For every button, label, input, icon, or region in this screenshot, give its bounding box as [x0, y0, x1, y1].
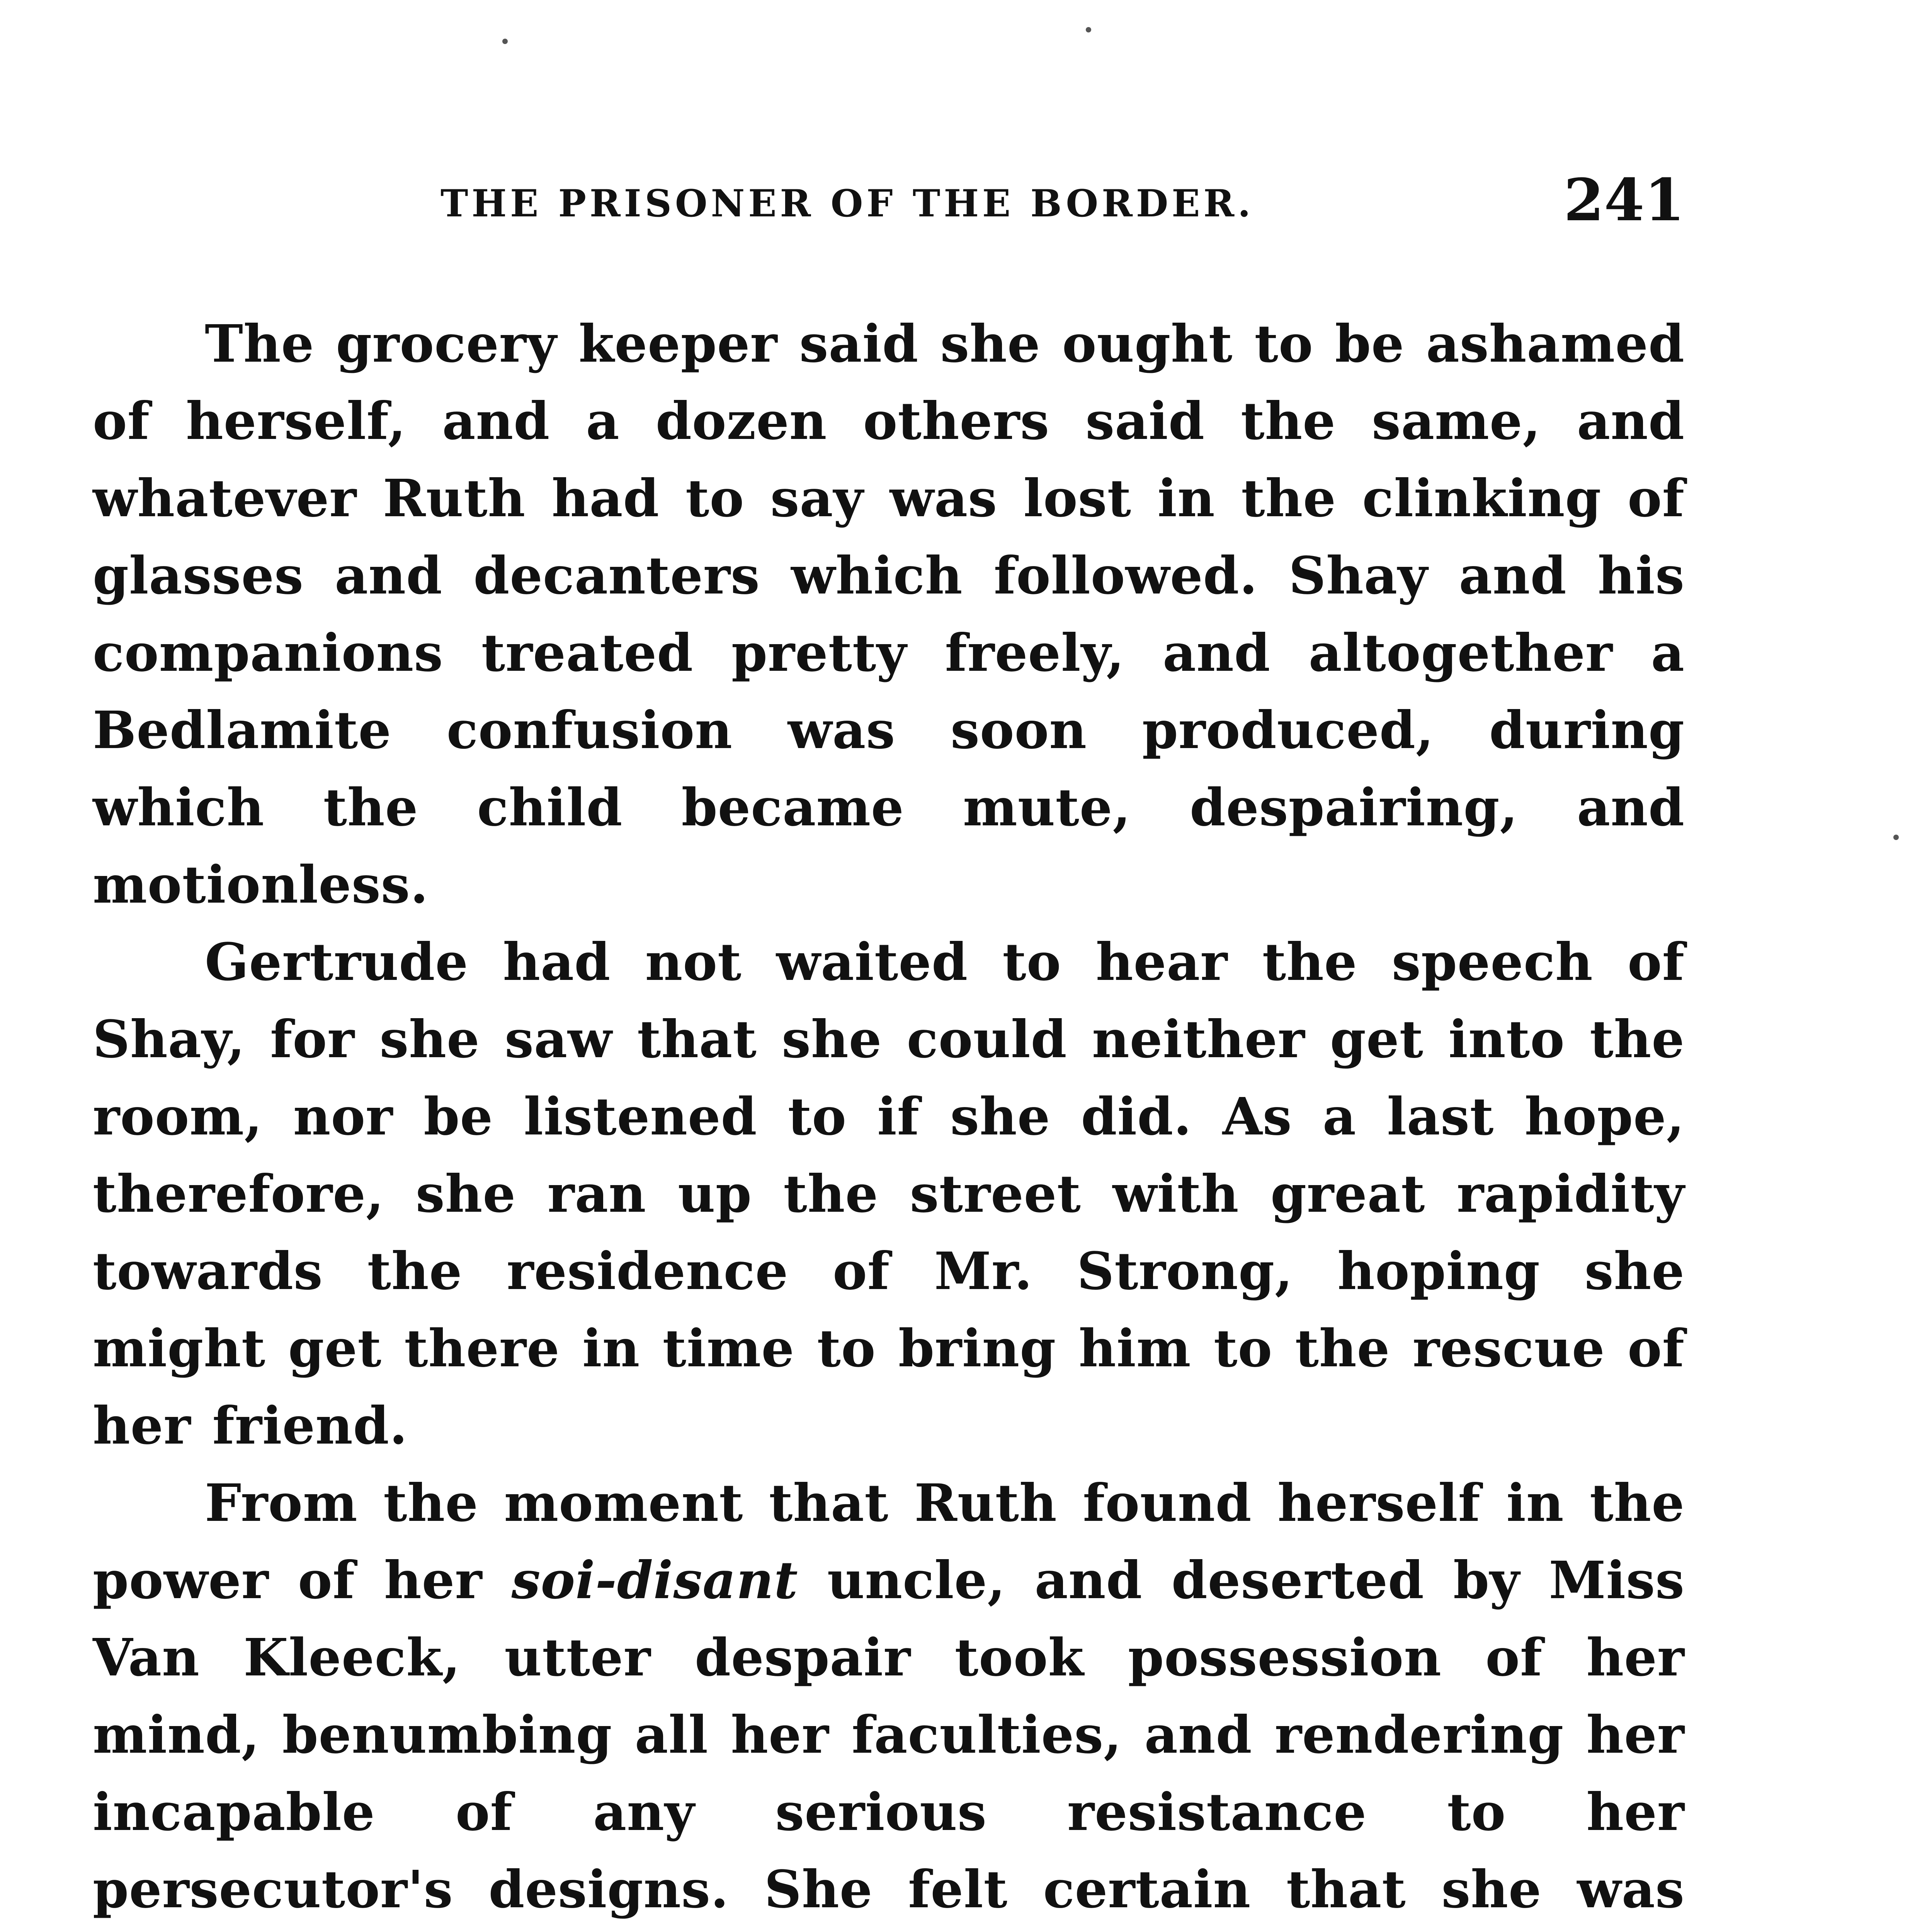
page-number: 241 — [1563, 166, 1685, 234]
ink-speck — [1086, 27, 1091, 32]
ink-speck — [502, 39, 508, 44]
paragraph: Gertrude had not waited to hear the speech of Shay, for she saw that she could neither get into the room, nor be listened to if she did. As a last hope, therefore, she ran up the street with great rapidity towards the residence of Mr. Strong, hoping she might get there in time to bring him to the rescue of her friend. — [93, 932, 1685, 1456]
ink-speck — [1893, 835, 1899, 840]
paragraph-text: uncle, and deserted by Miss Van Kleeck, utter despair took possession of her mind, benumbing all her faculties, and rendering her incapable of any serious resistance to her persecutor's designs. She felt certain that she was — [93, 1550, 1685, 1920]
body-text — [93, 305, 1685, 1932]
paragraph — [93, 1464, 1685, 1932]
running-title: THE PRISONER OF THE BORDER. — [440, 182, 1254, 225]
running-head — [93, 166, 1685, 243]
italic-phrase: soi-disant — [511, 1550, 798, 1611]
paragraph-text: From the moment that Ruth found herself in the power of her — [93, 1473, 1685, 1611]
paragraph: The grocery keeper said she ought to be ashamed of herself, and a dozen others said the same, and whatever Ruth had to say was lost in the clinking of glasses and decanters which followed. Shay and his companions treated pretty freely, and altogether a Bedlamite confusion was soon produced, during which the child became mute, despairing, and motionless. — [93, 314, 1685, 915]
